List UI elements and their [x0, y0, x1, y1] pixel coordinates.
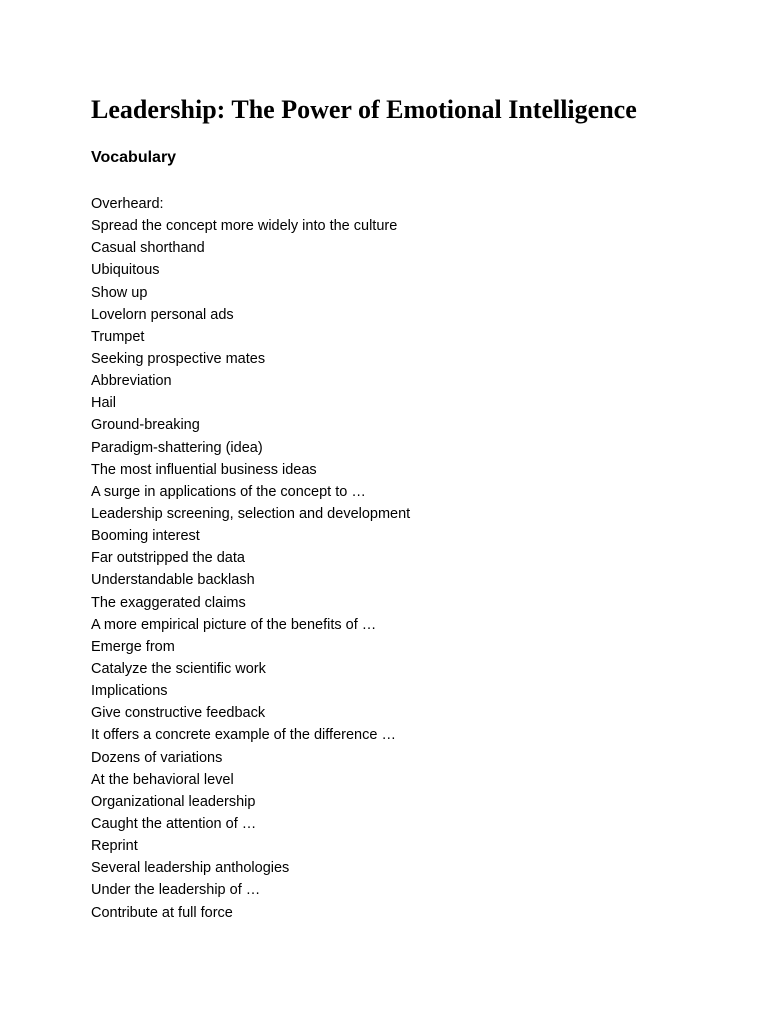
vocabulary-item: The exaggerated claims	[91, 594, 246, 611]
vocabulary-item: A surge in applications of the concept to …	[91, 483, 366, 500]
vocabulary-item: Dozens of variations	[91, 749, 223, 766]
vocabulary-item: The most influential business ideas	[91, 461, 317, 478]
vocabulary-item: Far outstripped the data	[91, 550, 245, 567]
vocabulary-item: Organizational leadership	[91, 793, 256, 810]
vocabulary-heading: Vocabulary	[91, 149, 177, 166]
vocabulary-item: Casual shorthand	[91, 240, 205, 257]
vocabulary-item: Lovelorn personal ads	[91, 306, 234, 323]
vocabulary-item: Trumpet	[91, 328, 145, 345]
vocabulary-item: It offers a concrete example of the difference …	[91, 727, 396, 744]
vocabulary-item: Paradigm-shattering (idea)	[91, 439, 263, 456]
vocabulary-item: Catalyze the scientific work	[91, 660, 266, 677]
vocabulary-item: Leadership screening, selection and development	[91, 505, 411, 522]
vocabulary-item: Booming interest	[91, 528, 200, 545]
vocabulary-item: Emerge from	[91, 638, 175, 655]
vocabulary-item: Ubiquitous	[91, 262, 160, 279]
vocabulary-item: Understandable backlash	[91, 572, 255, 589]
vocabulary-item: Reprint	[91, 838, 138, 855]
page-title: Leadership: The Power of Emotional Intelligence	[91, 95, 637, 124]
vocabulary-item: At the behavioral level	[91, 771, 234, 788]
vocabulary-item: Seeking prospective mates	[91, 350, 266, 367]
vocabulary-item: A more empirical picture of the benefits of …	[91, 616, 377, 633]
vocabulary-item: Caught the attention of …	[91, 815, 257, 832]
vocabulary-item: Abbreviation	[91, 373, 172, 390]
vocabulary-item: Contribute at full force	[91, 904, 233, 921]
vocabulary-item: Several leadership anthologies	[91, 860, 290, 877]
vocabulary-item: Show up	[91, 284, 148, 301]
vocabulary-item: Implications	[91, 683, 168, 700]
vocabulary-item: Ground-breaking	[91, 417, 200, 434]
vocabulary-item: Overheard:	[91, 196, 164, 212]
vocabulary-item: Under the leadership of …	[91, 882, 261, 899]
vocabulary-item: Give constructive feedback	[91, 705, 266, 722]
vocabulary-list	[91, 193, 410, 924]
vocabulary-item: Spread the concept more widely into the culture	[91, 218, 398, 235]
vocabulary-item: Hail	[91, 395, 116, 412]
